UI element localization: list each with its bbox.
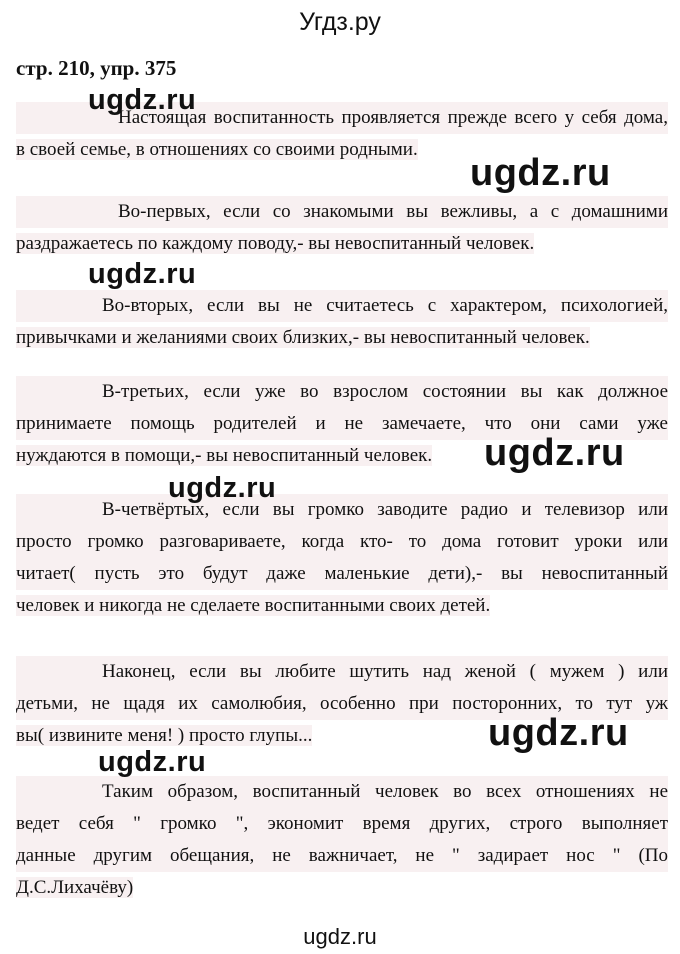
watermark-logo: ugdz.ru xyxy=(168,472,277,504)
text-line: ведет себя " громко ", экономит время других, строго выполняет xyxy=(16,808,668,840)
text-line: привычками и желаниями своих близких,- вы невоспитанный человек. xyxy=(16,327,590,348)
watermark-logo: ugdz.ru xyxy=(484,432,625,474)
text-line: раздражаетесь по каждому поводу,- вы невоспитанный человек. xyxy=(16,233,535,254)
paragraph-2 xyxy=(16,196,668,260)
text-line: вы( извините меня! ) просто глупы... xyxy=(16,725,313,746)
exercise-title: стр. 210, упр. 375 xyxy=(16,56,177,80)
text-line: Настоящая воспитанность проявляется прежде всего у себя дома, xyxy=(16,102,668,134)
text-line: Д.С.Лихачёву) xyxy=(16,877,134,898)
text-line: В-четвёртых, если вы громко заводите радио и телевизор или xyxy=(16,494,668,526)
paragraph-5 xyxy=(16,494,668,622)
text-line: детьми, не щадя их самолюбия, особенно при посторонних, то тут уж xyxy=(16,688,668,720)
watermark-logo: ugdz.ru xyxy=(88,84,197,116)
site-header-title: Угдз.ру xyxy=(299,8,381,36)
text-line: Во-первых, если со знакомыми вы вежливы, а с домашними xyxy=(16,196,668,228)
paragraph-3 xyxy=(16,290,668,354)
text-line: Во-вторых, если вы не считаетесь с характером, психологией, xyxy=(16,290,668,322)
text-line: Таким образом, воспитанный человек во всех отношениях не xyxy=(16,776,668,808)
watermark-logo: ugdz.ru xyxy=(488,712,629,754)
watermark-logo: ugdz.ru xyxy=(470,152,611,194)
text-line: нуждаются в помощи,- вы невоспитанный человек. xyxy=(16,445,433,466)
watermark-logo: ugdz.ru xyxy=(88,258,197,290)
site-footer-url: ugdz.ru xyxy=(303,924,377,949)
watermark-logo: ugdz.ru xyxy=(98,746,207,778)
text-line: В-третьих, если уже во взрослом состоянии вы как должное xyxy=(16,376,668,408)
text-line: просто громко разговариваете, когда кто- то дома готовит уроки или xyxy=(16,526,668,558)
paragraph-7 xyxy=(16,776,668,904)
text-line: данные другим обещания, не важничает, не " задирает нос " (По xyxy=(16,840,668,872)
text-line: принимаете помощь родителей и не замечаете, что они сами уже xyxy=(16,408,668,440)
text-line: в своей семье, в отношениях со своими родными. xyxy=(16,139,418,160)
text-line: читает( пусть это будут даже маленькие дети),- вы невоспитанный xyxy=(16,558,668,590)
text-line: человек и никогда не сделаете воспитанными своих детей. xyxy=(16,595,491,616)
text-line: Наконец, если вы любите шутить над женой ( мужем ) или xyxy=(16,656,668,688)
